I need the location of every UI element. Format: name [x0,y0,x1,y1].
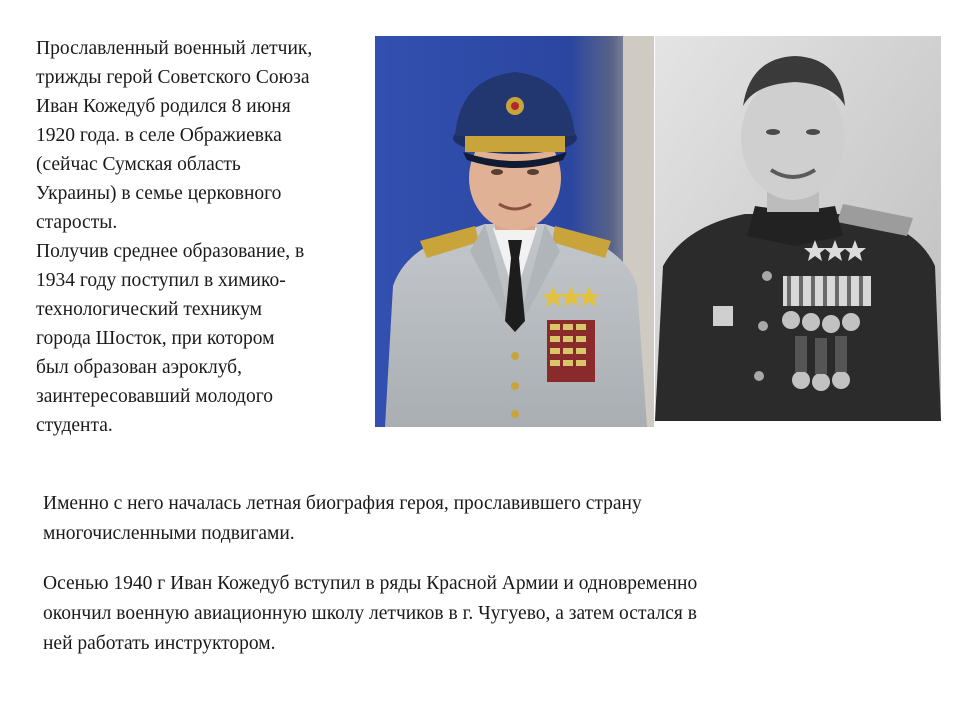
bio-line: Иван Кожедуб родился 8 июня [36,96,291,117]
portrait-photo-bw [655,36,941,421]
bio-line: (сейчас Сумская область [36,154,241,175]
bio-line: 1934 году поступил в химико- [36,270,286,291]
bio-line: Украины) в семье церковного [36,183,282,204]
bio-line: 1920 года. в селе Ображиевка [36,125,282,146]
paragraph-line: Именно с него началась летная биография героя, прославившего страну [43,493,642,514]
bio-line: был образован аэроклуб, [36,357,242,378]
portrait-photo-color [375,36,654,427]
paragraph-line: многочисленными подвигами. [43,523,295,544]
paragraph-army-service [43,569,923,659]
bio-line: заинтересовавший молодого [36,386,273,407]
bio-line: старосты. [36,212,118,233]
paragraph-flight-biography [43,489,923,549]
paragraph-line: Осенью 1940 г Иван Кожедуб вступил в ряды Красной Армии и одновременно [43,573,698,594]
bio-line: города Шосток, при котором [36,328,275,349]
bio-line: Получив среднее образование, в [36,241,305,262]
bio-line: технологический техникум [36,299,262,320]
bio-line: Прославленный военный летчик, [36,38,313,59]
bio-line: трижды герой Советского Союза [36,67,310,88]
bio-intro-text [36,34,376,440]
paragraph-line: окончил военную авиационную школу летчиков в г. Чугуево, а затем остался в [43,603,697,624]
bio-line: студента. [36,415,113,436]
paragraph-line: ней работать инструктором. [43,633,276,654]
